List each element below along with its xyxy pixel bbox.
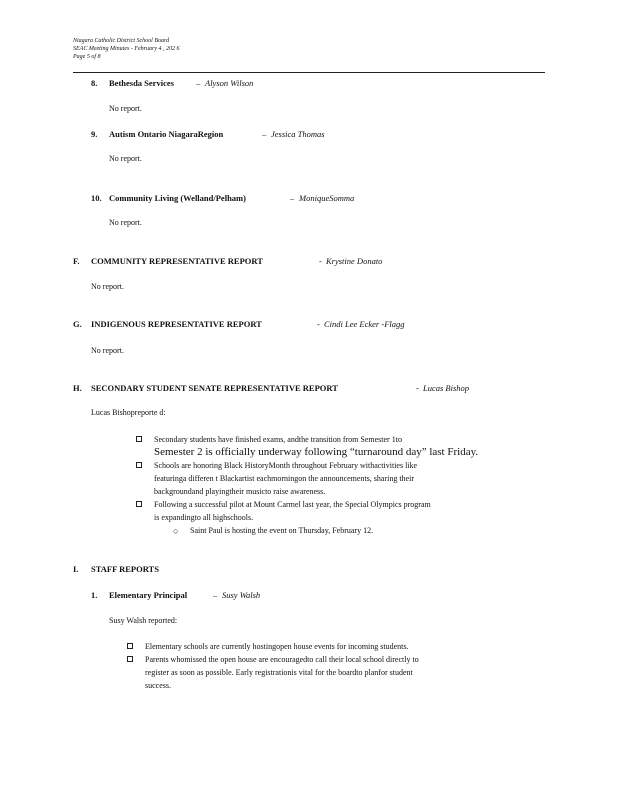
item-8-person: Alyson Wilson	[205, 78, 254, 88]
header-rule	[73, 72, 545, 73]
section-h-person: Lucas Bishop	[423, 383, 470, 393]
checkbox-bullet-icon	[136, 501, 142, 507]
section-i-1-number: 1.	[91, 590, 98, 600]
section-g-dash: -	[317, 319, 320, 329]
section-f-title: COMMUNITY REPRESENTATIVE REPORT	[91, 256, 263, 266]
h-bullet-2-line-1: Schools are honoring Black HistoryMonth throughout February withactivities like	[154, 461, 418, 470]
section-i-1-person: Susy Walsh	[222, 590, 261, 600]
item-10-person: MoniqueSomma	[299, 193, 355, 203]
item-10-dash: –	[290, 193, 295, 203]
section-g-person: Cindi Lee Ecker -Flagg	[324, 319, 405, 329]
section-h-reported: Lucas Bishopreporte d:	[91, 408, 166, 417]
section-f-person: Krystine Donato	[326, 256, 383, 266]
h-bullet-3-line-1: Following a successful pilot at Mount Carmel last year, the Special Olympics program	[154, 500, 431, 509]
item-10-number: 10.	[91, 193, 102, 203]
header-line-3: Page 5 of 8	[73, 54, 101, 60]
section-i-1-dash: –	[213, 590, 218, 600]
item-8-report: No report.	[109, 104, 142, 113]
item-10-title: Community Living (Welland/Pelham)	[109, 193, 246, 203]
item-9-person: Jessica Thomas	[271, 129, 325, 139]
h-bullet-2-line-2: featuringa differen t Blackartist eachmorningon the announcements, sharing their	[154, 474, 414, 483]
section-h-dash: -	[416, 383, 419, 393]
section-g-title: INDIGENOUS REPRESENTATIVE REPORT	[91, 319, 262, 329]
i-bullet-2-line-2: register as soon as possible. Early registrationis vital for the boardto planfor student	[145, 668, 413, 677]
h-sub-bullet: Saint Paul is hosting the event on Thursday, February 12.	[190, 526, 374, 535]
checkbox-bullet-icon	[127, 643, 133, 649]
item-8-number: 8.	[91, 78, 98, 88]
section-i-1-title: Elementary Principal	[109, 590, 188, 600]
section-h-letter: H.	[73, 383, 82, 393]
h-bullet-2-line-3: backgroundand playingtheir musicto raise awareness.	[154, 487, 326, 496]
header-line-1: Niagara Catholic District School Board	[73, 38, 170, 44]
item-9-dash: –	[262, 129, 267, 139]
item-9-title: Autism Ontario NiagaraRegion	[109, 129, 224, 139]
hollow-circle-bullet-icon: ○	[173, 526, 179, 536]
section-h-title: SECONDARY STUDENT SENATE REPRESENTATIVE REPORT	[91, 383, 338, 393]
h-bullet-1-line-2: Semester 2 is officially underway following “turnaround day” last Friday.	[154, 446, 479, 458]
item-8-dash: –	[196, 78, 201, 88]
checkbox-bullet-icon	[127, 656, 133, 662]
header-line-2: SEAC Meeting Minutes - February 4 , 202 6	[73, 46, 180, 52]
item-10-report: No report.	[109, 218, 142, 227]
i-bullet-2-line-3: success.	[145, 681, 171, 690]
section-f-letter: F.	[73, 256, 80, 266]
h-bullet-3-line-2: is expandingto all highschools.	[154, 513, 254, 522]
i-bullet-1-line-1: Elementary schools are currently hostingopen house events for incoming students.	[145, 642, 409, 651]
section-g-letter: G.	[73, 319, 82, 329]
checkbox-bullet-icon	[136, 436, 142, 442]
section-i-reported: Susy Walsh reported:	[109, 616, 178, 625]
section-i-title: STAFF REPORTS	[91, 564, 159, 574]
section-f-report: No report.	[91, 282, 124, 291]
section-i-letter: I.	[73, 564, 79, 574]
item-9-number: 9.	[91, 129, 98, 139]
item-8-title: Bethesda Services	[109, 78, 174, 88]
checkbox-bullet-icon	[136, 462, 142, 468]
section-f-dash: -	[319, 256, 322, 266]
h-bullet-1-line-1: Secondary students have finished exams, andthe transition from Semester 1to	[154, 435, 402, 444]
i-bullet-2-line-1: Parents whomissed the open house are encouragedto call their local school directly to	[145, 655, 419, 664]
item-9-report: No report.	[109, 154, 142, 163]
section-g-report: No report.	[91, 346, 124, 355]
